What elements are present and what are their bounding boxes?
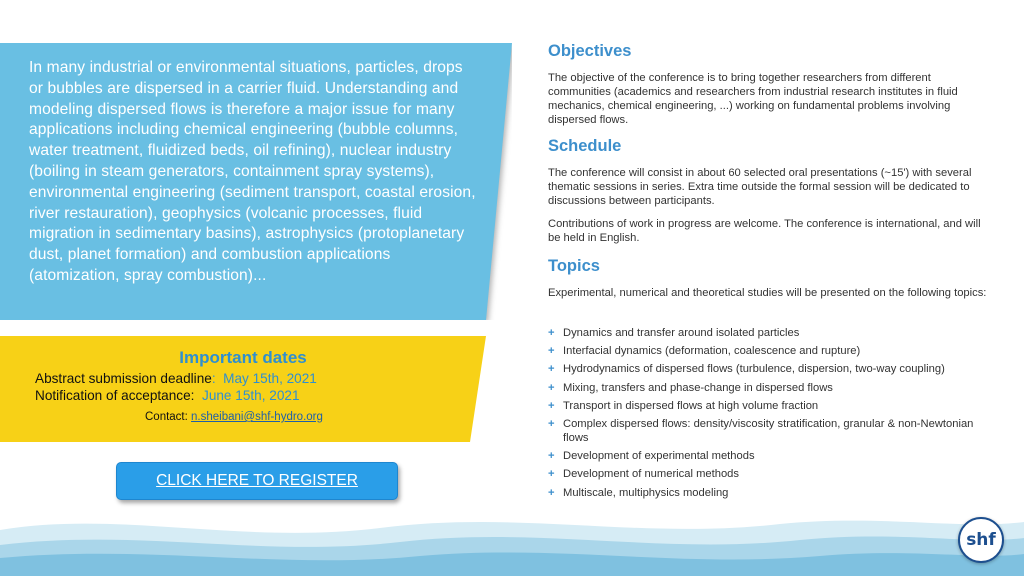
plus-icon: + <box>548 486 555 499</box>
notification-row <box>35 388 300 403</box>
contact-email-link[interactable]: n.sheibani@shf-hydro.org <box>191 411 323 423</box>
dates-title: Important dates <box>179 348 307 367</box>
notification-label: Notification of acceptance: <box>35 388 195 403</box>
plus-icon: + <box>548 363 555 376</box>
topic-item: + Complex dispersed flows: density/viscosity stratification, granular & non-Newtonian flows <box>548 417 974 444</box>
register-button-label: CLICK HERE TO REGISTER <box>156 472 358 489</box>
shf-logo <box>958 517 1004 563</box>
plus-icon: + <box>548 399 555 412</box>
waves-decoration <box>0 500 1024 576</box>
topics-list <box>548 326 998 504</box>
objectives-heading: Objectives <box>548 42 632 60</box>
schedule-text-1: The conference will consist in about 60 selected oral presentations (~15') with several thematic sessions in series. Extra time outside the formal session will be dedicated to discussions between participants. <box>548 167 972 207</box>
plus-icon: + <box>548 450 555 463</box>
schedule-text-2: Contributions of work in progress are welcome. The conference is international, and will be held in English. <box>548 218 981 244</box>
plus-icon: + <box>548 345 555 358</box>
topic-item: + Development of numerical methods <box>548 468 739 481</box>
shf-logo-text: shf <box>966 530 996 550</box>
contact-row <box>145 411 323 423</box>
topics-heading: Topics <box>548 257 600 275</box>
topic-item: + Multiscale, multiphysics modeling <box>548 486 729 499</box>
abstract-deadline-label: Abstract submission deadline <box>35 371 212 386</box>
topic-item: + Dynamics and transfer around isolated particles <box>548 327 800 339</box>
abstract-deadline-value: May 15th, 2021 <box>223 371 317 386</box>
notification-value: June 15th, 2021 <box>202 388 300 403</box>
topics-intro: Experimental, numerical and theoretical studies will be presented on the following topics: <box>548 287 987 299</box>
topic-item: + Hydrodynamics of dispersed flows (turbulence, dispersion, two-way coupling) <box>548 363 945 376</box>
plus-icon: + <box>548 381 555 394</box>
objectives-text: The objective of the conference is to bring together researchers from different communities (academics and researchers from industrial research institutes in fluid mechanics, chemical engineering, ...) working on fundamental problems involving dispersed flows. <box>548 72 958 126</box>
abstract-deadline-row: Abstract submission deadline: May 15th, 2021 <box>35 371 317 386</box>
contact-label: Contact: <box>145 411 188 423</box>
topic-item: + Transport in dispersed flows at high volume fraction <box>548 399 819 412</box>
topic-item: + Interfacial dynamics (deformation, coalescence and rupture) <box>548 345 861 358</box>
plus-icon: + <box>548 417 555 430</box>
plus-icon: + <box>548 468 555 481</box>
topic-item: + Mixing, transfers and phase-change in dispersed flows <box>548 381 833 394</box>
intro-text: In many industrial or environmental situations, particles, drops or bubbles are dispersed in a carrier fluid. Understanding and modeling dispersed flows is therefore a major issue for many applications including chemical engineering (bubble columns, water treatment, fluidized beds, oil refining), nuclear industry (boiling in steam generators, containment spray systems), environmental engineering (sediment transport, coastal erosion, river restauration), geophysics (volcanic processes, fluid migration in sedimentary basins), astrophysics (protoplanetary dust, planet formation) and combustion applications (atomization, spray combustion)... <box>29 59 476 284</box>
register-button[interactable] <box>116 462 398 500</box>
schedule-heading: Schedule <box>548 137 622 155</box>
topic-item: + Development of experimental methods <box>548 450 755 463</box>
plus-icon: + <box>548 327 555 339</box>
